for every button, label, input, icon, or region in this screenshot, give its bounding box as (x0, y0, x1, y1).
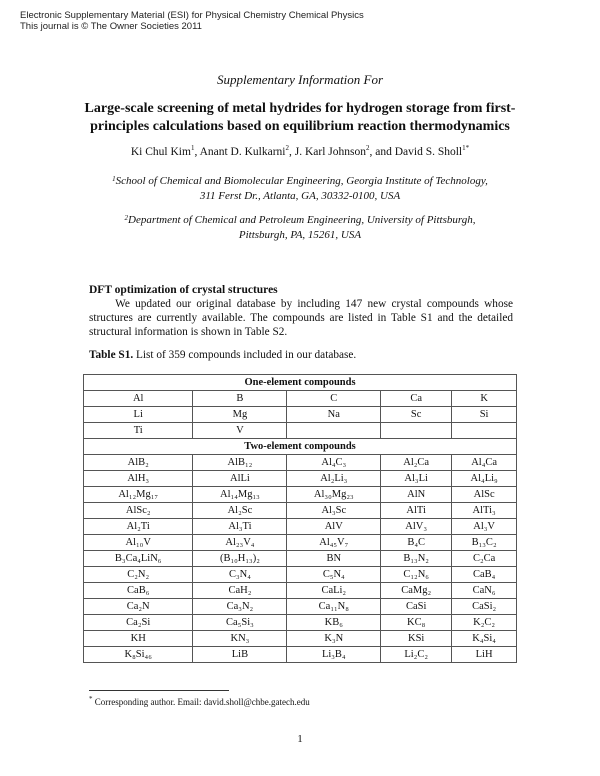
table-cell: AlN (381, 487, 452, 503)
table-cell: AlSc (452, 487, 517, 503)
table-caption (89, 349, 356, 361)
table-section-header: One-element compounds (84, 375, 517, 391)
journal-header-line2: This journal is © The Owner Societies 2011 (20, 21, 202, 32)
table-cell: Ti (84, 423, 193, 439)
table-cell: AlSc₂ (84, 503, 193, 519)
table-row (84, 615, 517, 631)
table-cell: Ca₅Si₃ (193, 615, 287, 631)
table-cell: Al₃Sc (287, 503, 381, 519)
table-cell: Li (84, 407, 193, 423)
author-affiliation-mark: 1* (462, 144, 470, 152)
table-cell: Si (452, 407, 517, 423)
author-name: and David S. Sholl (375, 146, 463, 158)
table-cell: Ca₃N₂ (193, 599, 287, 615)
table-row (84, 599, 517, 615)
table-cell: Ca₂N (84, 599, 193, 615)
affiliation-line: Department of Chemical and Petroleum Engineering, University of Pittsburgh, (128, 214, 476, 226)
footnote-text: Corresponding author. Email: david.sholl@chbe.gatech.edu (92, 697, 310, 707)
table-cell: Al₄Li₉ (452, 471, 517, 487)
paper-title-line1: Large-scale screening of metal hydrides for hydrogen storage from first- (84, 101, 516, 116)
author-affiliation-mark: 2 (285, 144, 289, 152)
table-section-header: Two-element compounds (84, 439, 517, 455)
table-cell (381, 423, 452, 439)
table-row (84, 487, 517, 503)
table-cell: LiB (193, 647, 287, 663)
table-cell: Mg (193, 407, 287, 423)
table-cell: CaB₄ (452, 567, 517, 583)
table-cell: K₄Si₄ (452, 631, 517, 647)
author-name: Ki Chul Kim (130, 146, 191, 158)
body-paragraph-text: We updated our original database by including 147 new crystal compounds whose structures are currently available. The compounds are listed in Table S1 and the detailed structural information is shown in Table S2. (89, 298, 514, 338)
table-row (84, 551, 517, 567)
footnote (89, 697, 310, 707)
footnote-mark: * (89, 695, 93, 703)
table-cell: Al (84, 391, 193, 407)
table-cell: CaH₂ (193, 583, 287, 599)
table-section-header-row (84, 375, 517, 391)
table-cell: K₈Si₄₆ (84, 647, 193, 663)
author-name: Anant D. Kulkarni (199, 146, 286, 158)
table-row (84, 567, 517, 583)
table-cell: K (452, 391, 517, 407)
table-cell: Ca₂Si (84, 615, 193, 631)
author-affiliation-mark: 2 (365, 144, 370, 152)
table-cell: Al₂Ti (84, 519, 193, 535)
table-caption-text: List of 359 compounds included in our database. (133, 349, 357, 361)
table-cell: (B₁₀H₁₃)₂ (193, 551, 287, 567)
table-row (84, 423, 517, 439)
table-cell: Li₂C₂ (381, 647, 452, 663)
table-cell: Al₂Sc (193, 503, 287, 519)
body-paragraph (89, 297, 513, 339)
author-affiliation-mark: 1 (190, 144, 195, 152)
table-cell: Sc (381, 407, 452, 423)
compounds-table (83, 374, 517, 663)
paper-title-line2: principles calculations based on equilibrium reaction thermodynamics (90, 119, 510, 134)
table-cell: B₄C (381, 535, 452, 551)
affiliation-line: Pittsburgh, PA, 15261, USA (238, 229, 362, 241)
table-cell: AlTi (381, 503, 452, 519)
table-cell: B₁₃N₂ (381, 551, 452, 567)
affiliation-1 (0, 174, 600, 204)
author-name: J. Karl Johnson (294, 146, 366, 158)
table-row (84, 519, 517, 535)
table-cell: Li₃B₄ (287, 647, 381, 663)
table-cell: CaMg₂ (381, 583, 452, 599)
table-cell: Na (287, 407, 381, 423)
affiliation-mark: 1 (112, 175, 116, 183)
table-cell: AlB₂ (84, 455, 193, 471)
table-cell: LiH (452, 647, 517, 663)
table-row (84, 647, 517, 663)
table-cell: Al₄₅V₇ (287, 535, 381, 551)
table-cell: CaB₆ (84, 583, 193, 599)
table-cell: KN₃ (193, 631, 287, 647)
table-cell: AlV₃ (381, 519, 452, 535)
table-cell: Al₃V (452, 519, 517, 535)
table-cell: B (193, 391, 287, 407)
table-cell: KH (84, 631, 193, 647)
table-cell: CaSi (381, 599, 452, 615)
table-cell: Al₂₃V₄ (193, 535, 287, 551)
table-caption-label: Table S1. (89, 349, 134, 361)
table-cell: C₁₂N₆ (381, 567, 452, 583)
table-cell: BN (287, 551, 381, 567)
page-number: 1 (297, 733, 303, 745)
paper-title (0, 100, 600, 136)
table-cell (287, 423, 381, 439)
table-cell: Ca (381, 391, 452, 407)
table-cell: Al₁₂Mg₁₇ (84, 487, 193, 503)
journal-header (20, 10, 364, 32)
table-cell: Al₁₄Mg₁₃ (193, 487, 287, 503)
table-cell: Al₂Li₃ (287, 471, 381, 487)
table-row (84, 455, 517, 471)
table-cell: C₃N₄ (193, 567, 287, 583)
table-cell: Al₃Li (381, 471, 452, 487)
table-cell: CaSi₂ (452, 599, 517, 615)
table-cell: B₃Ca₄LiN₆ (84, 551, 193, 567)
table-row (84, 391, 517, 407)
table-cell: K₂C₂ (452, 615, 517, 631)
table-cell: AlV (287, 519, 381, 535)
table-cell: AlB₁₂ (193, 455, 287, 471)
table-cell: Al₄C₃ (287, 455, 381, 471)
section-heading: DFT optimization of crystal structures (89, 284, 278, 296)
table-cell: Al₃₀Mg₂₃ (287, 487, 381, 503)
table-section-header-row (84, 439, 517, 455)
table-cell: KB₆ (287, 615, 381, 631)
supplementary-label: Supplementary Information For (216, 72, 384, 87)
affiliation-line: School of Chemical and Biomolecular Engineering, Georgia Institute of Technology, (115, 175, 488, 187)
table-cell: Al₂Ca (381, 455, 452, 471)
table-cell: K₃N (287, 631, 381, 647)
table-cell: C₂Ca (452, 551, 517, 567)
table-cell: Ca₁₁N₈ (287, 599, 381, 615)
table-row (84, 583, 517, 599)
table-cell: Al₄Ca (452, 455, 517, 471)
table-cell: B₁₃C₂ (452, 535, 517, 551)
table-row (84, 535, 517, 551)
table-cell: AlH₃ (84, 471, 193, 487)
table-cell: V (193, 423, 287, 439)
table-cell: AlTi₃ (452, 503, 517, 519)
affiliation-line: 311 Ferst Dr., Atlanta, GA, 30332-0100, USA (199, 190, 401, 202)
table-row (84, 503, 517, 519)
table-cell: KSi (381, 631, 452, 647)
affiliation-2 (0, 213, 600, 243)
table-cell: CaN₆ (452, 583, 517, 599)
table-cell (452, 423, 517, 439)
table-cell: Al₁₀V (84, 535, 193, 551)
table-cell: Al₃Ti (193, 519, 287, 535)
table-cell: C (287, 391, 381, 407)
affiliation-mark: 2 (124, 214, 129, 222)
table-row (84, 407, 517, 423)
table-cell: C₅N₄ (287, 567, 381, 583)
table-cell: C₂N₂ (84, 567, 193, 583)
table-cell: CaLi₂ (287, 583, 381, 599)
table-row (84, 631, 517, 647)
journal-header-line1: Electronic Supplementary Material (ESI) for Physical Chemistry Chemical Physics (20, 10, 364, 21)
table-cell: AlLi (193, 471, 287, 487)
author-list: Ki Chul Kim$^1$, Anant D. Kulkarni$^2$, J. Karl Johnson$^2$, and David S. Sholl$^{1*}$ (130, 144, 470, 158)
footnote-divider (89, 690, 229, 691)
table-row (84, 471, 517, 487)
table-cell: KC₈ (381, 615, 452, 631)
